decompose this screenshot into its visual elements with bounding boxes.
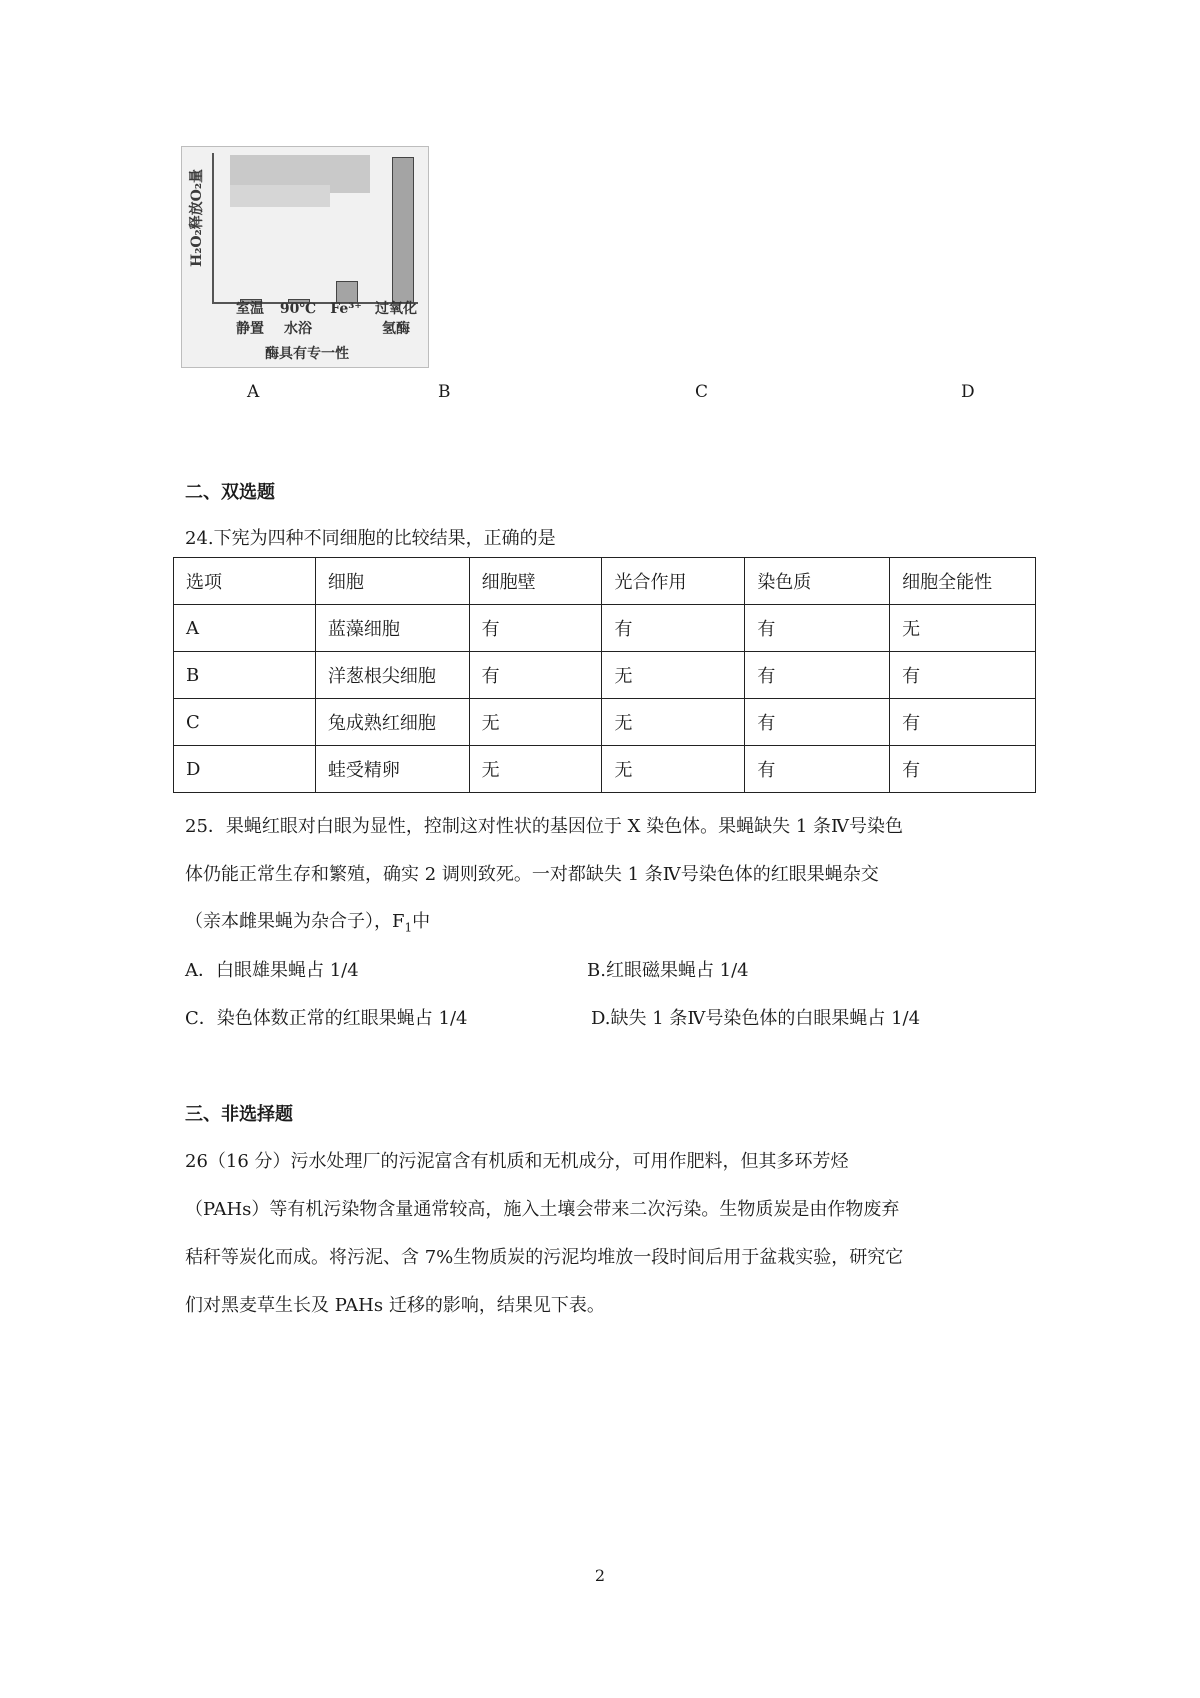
table-cell: 无 [469, 699, 602, 746]
table-cell: 有 [745, 652, 890, 699]
question-26-line: 秸秆等炭化而成。将污泥、含 7%生物质炭的污泥均堆放一段时间后用于盆栽实验，研究它 [185, 1247, 904, 1268]
figure-y-axis [212, 153, 214, 303]
choice-a: A．白眼雄果蝇占 1/4 [185, 960, 359, 981]
figure-shading [230, 185, 330, 207]
option-label-a: A [247, 382, 260, 402]
table-cell: 有 [890, 699, 1036, 746]
choice-d: D.缺失 1 条Ⅳ号染色体的白眼果蝇占 1/4 [591, 1008, 921, 1029]
figure-y-label: H₂O₂释放O₂量 [189, 168, 206, 268]
table-cell: 有 [745, 605, 890, 652]
table-cell: 有 [745, 699, 890, 746]
table-cell: 蓝藻细胞 [315, 605, 469, 652]
section-heading: 二、双选题 [185, 482, 275, 503]
table-cell: B [174, 652, 316, 699]
figure-x-tick: Fe³⁺ [330, 301, 362, 317]
table-header-cell: 染色质 [745, 558, 890, 605]
table-row [174, 652, 1036, 699]
figure-bar [392, 157, 414, 303]
option-label-b: B [438, 382, 451, 402]
table-header-row [174, 558, 1036, 605]
table-cell: 有 [890, 652, 1036, 699]
table-header-cell: 光合作用 [602, 558, 745, 605]
option-label-c: C [695, 382, 709, 402]
table-header-cell: 细胞全能性 [890, 558, 1036, 605]
table-cell: 洋葱根尖细胞 [315, 652, 469, 699]
table-row [174, 746, 1036, 793]
table-cell: 无 [602, 746, 745, 793]
table-cell: 兔成熟红细胞 [315, 699, 469, 746]
question-25-line: （亲本雌果蝇为杂合子），$F_1$中 [185, 911, 431, 935]
question-26-line: 26（16 分）污水处理厂的污泥富含有机质和无机成分，可用作肥料，但其多环芳烃 [185, 1151, 849, 1172]
question-26-line: 们对黑麦草生长及 PAHs 迁移的影响，结果见下表。 [185, 1295, 605, 1316]
enzyme-bar-figure [181, 146, 429, 368]
question-26-line: （PAHs）等有机污染物含量通常较高，施入土壤会带来二次污染。生物质炭是由作物废弃 [185, 1199, 900, 1220]
option-label-d: D [961, 382, 975, 402]
figure-caption: 酶具有专一性 [265, 346, 349, 362]
page-number: 2 [594, 1566, 606, 1585]
question-25-line: 25．果蝇红眼对白眼为显性，控制这对性状的基因位于 X 染色体。果蝇缺失 1 条Ⅳ号染色 [185, 816, 904, 837]
table-cell: 无 [890, 605, 1036, 652]
figure-x-tick: 室温 静置 [236, 301, 264, 337]
table-cell: 有 [469, 652, 602, 699]
table-header-cell: 选项 [174, 558, 316, 605]
table-cell: 有 [890, 746, 1036, 793]
table-cell: 有 [745, 746, 890, 793]
figure-x-tick: 过氧化 氢酶 [375, 301, 417, 337]
table-cell: 无 [602, 652, 745, 699]
section-heading: 三、非选择题 [185, 1104, 293, 1125]
table-cell: 蛙受精卵 [315, 746, 469, 793]
table-cell: D [174, 746, 316, 793]
table-cell: 有 [469, 605, 602, 652]
question-24: 24.下宪为四种不同细胞的比较结果，正确的是 [185, 528, 556, 549]
table-row [174, 605, 1036, 652]
table-header-cell: 细胞壁 [469, 558, 602, 605]
table-row [174, 699, 1036, 746]
table-cell: 无 [602, 699, 745, 746]
cell-comparison-table [173, 557, 1036, 793]
choice-b: B.红眼磁果蝇占 1/4 [587, 960, 749, 981]
table-header-cell: 细胞 [315, 558, 469, 605]
table-cell: 无 [469, 746, 602, 793]
choice-c: C．染色体数正常的红眼果蝇占 1/4 [185, 1008, 468, 1029]
question-25-line: 体仍能正常生存和繁殖，确实 2 调则致死。一对都缺失 1 条Ⅳ号染色体的红眼果蝇杂交 [185, 864, 879, 885]
table-cell: 有 [602, 605, 745, 652]
table-cell: C [174, 699, 316, 746]
table-cell: A [174, 605, 316, 652]
figure-x-tick: 90℃ 水浴 [279, 301, 317, 337]
